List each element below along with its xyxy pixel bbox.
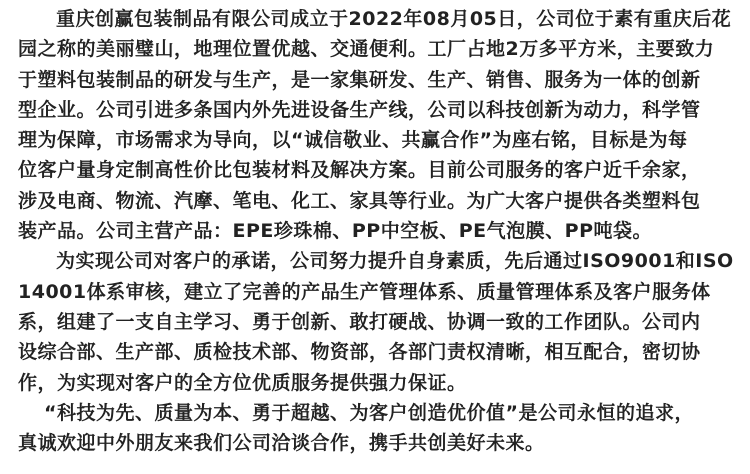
paragraph-company-overview bbox=[18, 4, 738, 246]
text-line: 真诚欢迎中外朋友来我们公司洽谈合作，携手共创美好未来。 bbox=[18, 432, 545, 455]
text-line: 设综合部、生产部、质检技术部、物资部，各部门责权清晰，相互配合，密切协 bbox=[18, 341, 701, 364]
paragraph-company-motto bbox=[18, 398, 738, 459]
text-line: 为实现公司对客户的承诺，公司努力提升自身素质，先后通过ISO9001和ISO bbox=[56, 250, 734, 273]
text-line: 于塑料包装制品的研发与生产，是一家集研发、生产、销售、服务为一体的创新 bbox=[18, 68, 701, 91]
text-line: 涉及电商、物流、汽摩、笔电、化工、家具等行业。为广大客户提供各类塑料包 bbox=[18, 189, 701, 212]
paragraph-quality-commitment bbox=[18, 246, 738, 397]
text-line: 作，为实现对客户的全方位优质服务提供强力保证。 bbox=[18, 371, 467, 394]
text-line: 装产品。公司主营产品：EPE珍珠棉、PP中空板、PE气泡膜、PP吨袋。 bbox=[18, 220, 652, 243]
text-line: “科技为先、质量为本、勇于超越、为客户创造优价值”是公司永恒的追求， bbox=[44, 401, 694, 424]
text-line: 理为保障，市场需求为导向，以“诚信敬业、共赢合作”为座右铭，目标是为每 bbox=[18, 129, 688, 152]
text-line: 位客户量身定制高性价比包装材料及解决方案。目前公司服务的客户近千余家， bbox=[18, 159, 701, 182]
text-line: 重庆创赢包装制品有限公司成立于2022年08月05日，公司位于素有重庆后花 bbox=[56, 8, 732, 30]
text-line: 型企业。公司引进多条国内外先进设备生产线，公司以科技创新为动力，科学管 bbox=[18, 98, 701, 121]
text-line: 系，组建了一支自主学习、勇于创新、敢打硬战、协调一致的工作团队。公司内 bbox=[18, 310, 701, 333]
text-line: 园之称的美丽璧山，地理位置优越、交通便利。工厂占地2万多平方米，主要致力 bbox=[18, 38, 715, 61]
text-line: 14001体系审核，建立了完善的产品生产管理体系、质量管理体系及客户服务体 bbox=[18, 280, 711, 303]
company-intro-document bbox=[18, 4, 738, 458]
